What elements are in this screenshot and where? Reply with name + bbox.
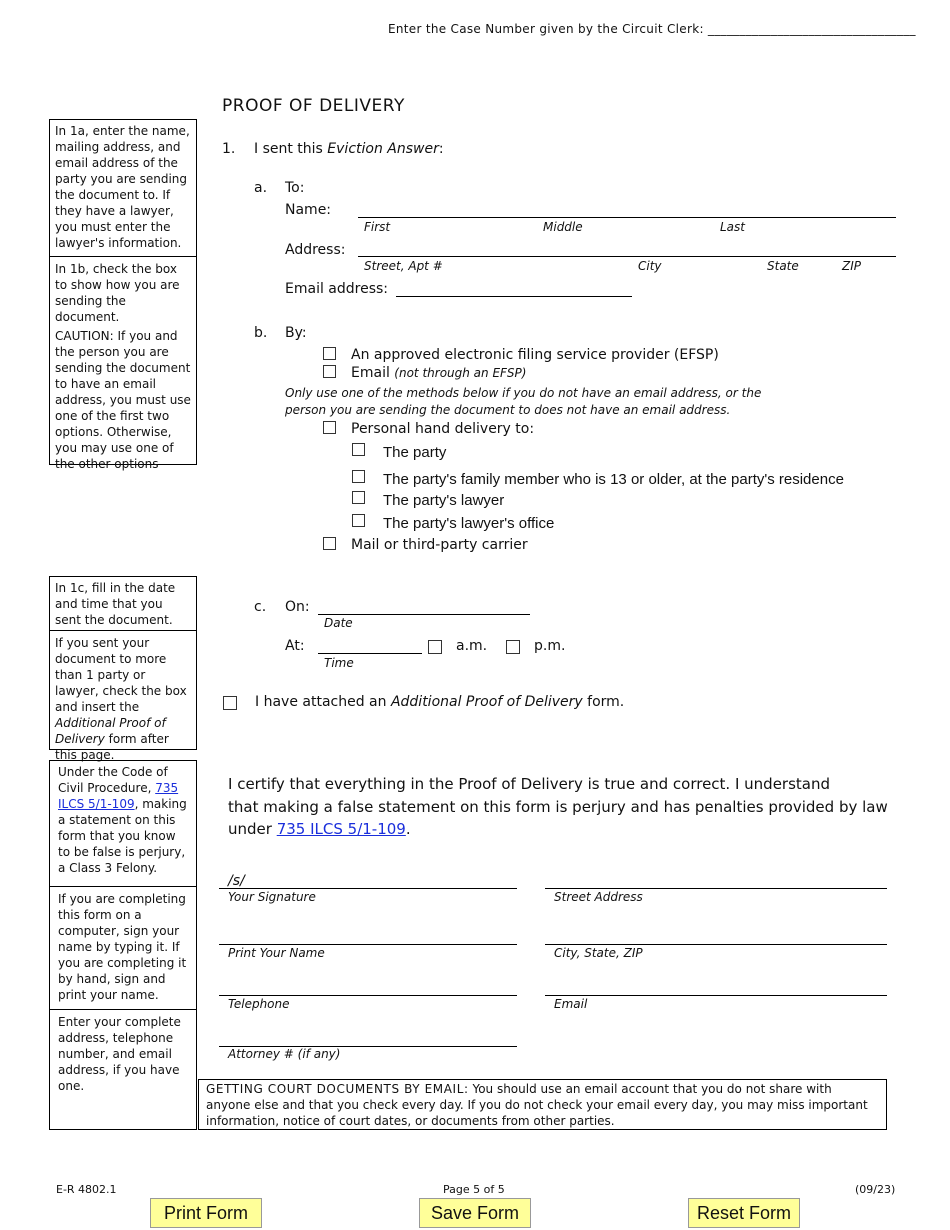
lawyer-office-label: The party's lawyer's office — [383, 515, 555, 532]
am-label: a.m. — [456, 638, 488, 654]
pm-checkbox[interactable] — [506, 640, 520, 654]
section-intro-post: : — [438, 141, 444, 157]
time-label: Time — [324, 656, 354, 670]
signature-field[interactable] — [219, 888, 517, 889]
sidebar-box-4-pre: If you sent your document to more than 1 party or lawyer, check the box and insert the — [55, 636, 187, 714]
method-note-2: person you are sending the document to does not have an email address. — [285, 403, 731, 417]
telephone-label: Telephone — [228, 997, 290, 1011]
first-label: First — [364, 220, 391, 234]
city-state-zip-field[interactable] — [545, 944, 887, 945]
sidebar-instructions-3 — [49, 760, 197, 1130]
certification-line-3-pre: under — [228, 820, 277, 838]
sidebar-box-1: In 1a, enter the name, mailing address, and email address of the party you are sending the document to. If they have a lawyer, you must enter the lawyer's information. — [55, 124, 190, 250]
section-number: 1. — [222, 141, 236, 157]
sidebar-box-2b: CAUTION: If you and the person you are sending the document to have an email address, you must use one of the first two options. Otherwise, you may use one of the other options — [55, 329, 191, 471]
at-label: At: — [285, 638, 305, 654]
page-title: PROOF OF DELIVERY — [222, 96, 405, 116]
form-id: E-R 4802.1 — [56, 1183, 117, 1196]
sidebar-box-6: If you are completing this form on a computer, sign your name by typing it. If you are completing it by hand, sign and print your name. — [58, 892, 187, 1002]
sidebar-box-3: In 1c, fill in the date and time that you sent the document. — [55, 581, 176, 627]
sidebar-box-7: Enter your complete address, telephone number, and email address, if you have one. — [58, 1015, 181, 1093]
email-method-label — [351, 365, 526, 381]
page-number: Page 5 of 5 — [443, 1183, 505, 1196]
print-name-label: Print Your Name — [228, 946, 325, 960]
case-number-label: Enter the Case Number given by the Circuit Clerk: — [388, 22, 704, 36]
last-label: Last — [720, 220, 745, 234]
email-address-field[interactable] — [396, 296, 632, 297]
statute-link-certification[interactable]: 735 ILCS 5/1-109 — [276, 820, 406, 838]
save-form-button[interactable]: Save Form — [419, 1198, 531, 1228]
date-label: Date — [324, 616, 353, 630]
email-notice-box — [198, 1079, 887, 1130]
additional-proof-pre: I have attached an — [255, 694, 391, 710]
lawyer-label: The party's lawyer — [383, 492, 505, 509]
sidebar-box-4-ital: Additional Proof of Delivery — [55, 716, 166, 746]
sidebar-box-2a: In 1b, check the box to show how you are sending the document. — [55, 262, 180, 324]
to-label: To: — [285, 180, 305, 196]
sidebar-instructions-1 — [49, 119, 197, 471]
attorney-number-label: Attorney # (if any) — [228, 1047, 341, 1061]
certification-line-3-post: . — [405, 820, 411, 838]
lawyer-checkbox[interactable] — [352, 491, 365, 504]
item-b-letter: b. — [254, 325, 268, 341]
statute-link-sidebar[interactable]: 735 ILCS 5/1-109 — [58, 781, 179, 811]
email-address-label: Email address: — [285, 281, 389, 297]
middle-label: Middle — [543, 220, 583, 234]
method-note-1: Only use one of the methods below if you do not have an email address, or the — [285, 386, 762, 400]
print-form-button[interactable]: Print Form — [150, 1198, 262, 1228]
case-number-field[interactable]: _________________________________ — [707, 22, 916, 36]
address-label: Address: — [285, 242, 346, 258]
telephone-field[interactable] — [219, 995, 517, 996]
certification-text — [228, 773, 888, 841]
email-field[interactable] — [545, 995, 887, 996]
email-checkbox[interactable] — [323, 365, 336, 378]
item-a-letter: a. — [254, 180, 268, 196]
print-name-field[interactable] — [219, 944, 517, 945]
street-label: Street, Apt # — [364, 259, 443, 273]
efsp-label: An approved electronic filing service provider (EFSP) — [351, 347, 719, 363]
sidebar-box-5-post: , making a statement on this form that you know to be false is perjury, a Class 3 Felony. — [58, 797, 187, 875]
form-date: (09/23) — [855, 1183, 896, 1196]
mail-label: Mail or third-party carrier — [351, 537, 528, 553]
email-notice-body: You should use an email account that you do not share with anyone else and that you check every day. If you do not check your email every day, you may miss important information, notice of court dates, or documents from other parties. — [206, 1082, 868, 1128]
email-method-text: Email — [351, 365, 390, 381]
party-checkbox[interactable] — [352, 443, 365, 456]
email-label: Email — [554, 997, 588, 1011]
additional-proof-post: form. — [582, 694, 625, 710]
section-intro-pre: I sent this — [254, 141, 328, 157]
lawyer-office-checkbox[interactable] — [352, 514, 365, 527]
email-notice-heading: GETTING COURT DOCUMENTS BY EMAIL: — [206, 1082, 469, 1096]
sidebar-box-4-post: form after this page. — [55, 732, 169, 762]
time-field[interactable] — [318, 653, 422, 654]
am-checkbox[interactable] — [428, 640, 442, 654]
sidebar-box-5 — [58, 764, 191, 886]
efsp-checkbox[interactable] — [323, 347, 336, 360]
pm-label: p.m. — [534, 638, 566, 654]
email-method-note: (not through an EFSP) — [394, 366, 527, 380]
address-field[interactable] — [358, 256, 896, 257]
street-address-label: Street Address — [554, 890, 643, 904]
mail-checkbox[interactable] — [323, 537, 336, 550]
additional-proof-label — [255, 694, 624, 710]
item-c-letter: c. — [254, 599, 267, 615]
certification-line-1: I certify that everything in the Proof of Delivery is true and correct. I understand — [228, 775, 830, 793]
personal-delivery-checkbox[interactable] — [323, 421, 336, 434]
family-member-label: The party's family member who is 13 or older, at the party's residence — [383, 471, 844, 488]
sidebar-box-5-pre: Under the Code of Civil Procedure, — [58, 765, 168, 795]
section-intro-ital: Eviction Answer — [327, 141, 439, 157]
city-label: City — [638, 259, 662, 273]
by-label: By: — [285, 325, 307, 341]
street-address-field[interactable] — [545, 888, 887, 889]
additional-proof-checkbox[interactable] — [223, 696, 237, 710]
signature-label: Your Signature — [228, 890, 316, 904]
state-label: State — [767, 259, 799, 273]
city-state-zip-label: City, State, ZIP — [554, 946, 643, 960]
signature-value[interactable]: /s/ — [228, 873, 245, 889]
case-number-row — [388, 22, 916, 36]
certification-line-2: that making a false statement on this form is perjury and has penalties provided by law — [228, 797, 888, 816]
name-label: Name: — [285, 202, 332, 218]
name-field[interactable] — [358, 217, 896, 218]
reset-form-button[interactable]: Reset Form — [688, 1198, 800, 1228]
zip-label: ZIP — [842, 259, 861, 273]
certification-line-3 — [228, 818, 888, 841]
personal-delivery-label: Personal hand delivery to: — [351, 421, 535, 437]
family-member-checkbox[interactable] — [352, 470, 365, 483]
date-field[interactable] — [318, 614, 530, 615]
sidebar-box-4 — [55, 631, 191, 763]
sidebar-instructions-2 — [49, 576, 197, 762]
additional-proof-ital: Additional Proof of Delivery — [390, 694, 583, 710]
party-label: The party — [383, 444, 447, 461]
section-intro — [254, 141, 444, 157]
on-label: On: — [285, 599, 310, 615]
